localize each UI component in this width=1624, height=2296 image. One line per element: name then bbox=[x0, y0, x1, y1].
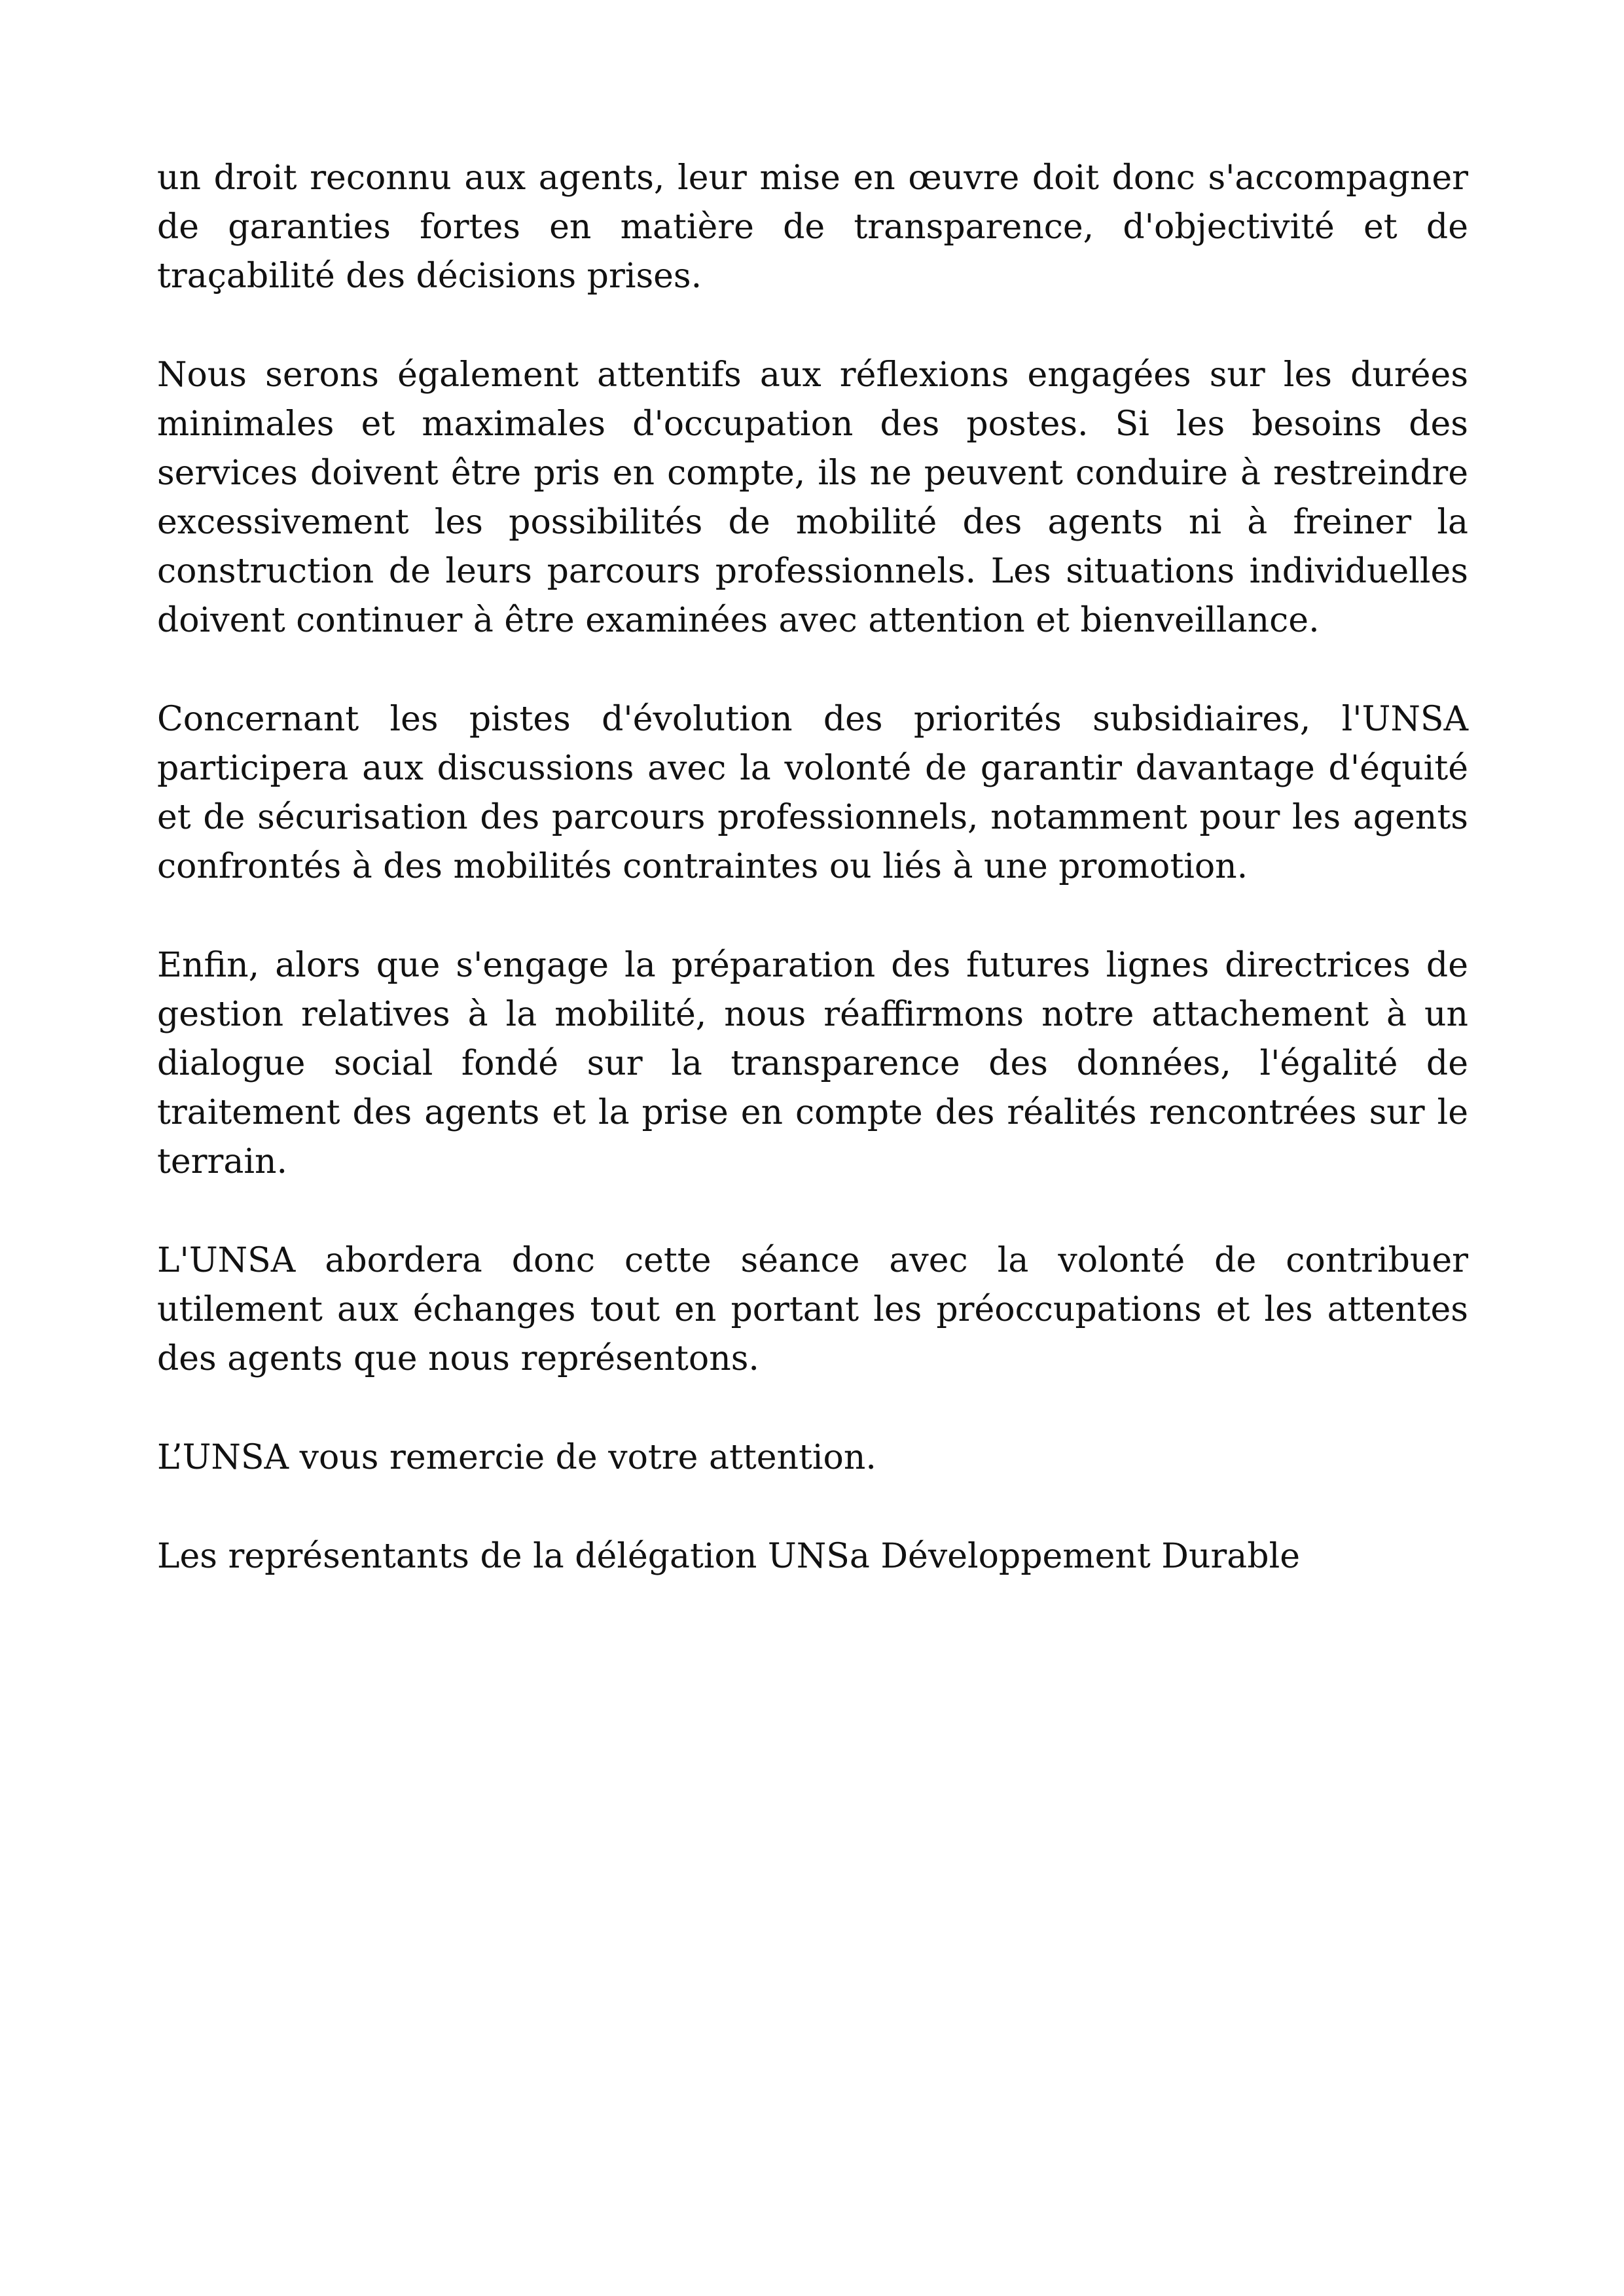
document-body bbox=[157, 154, 1468, 1581]
paragraph-thanks: L’UNSA vous remercie de votre attention. bbox=[157, 1438, 876, 1477]
paragraph-session-approach: L'UNSA abordera donc cette séance avec la volonté de contribuer utilement aux échanges tout en portant les préoccupations et les attentes des agents que nous représentons. bbox=[157, 1241, 1468, 1378]
signature-line: Les représentants de la délégation UNSa Développement Durable bbox=[157, 1537, 1300, 1576]
paragraph-subsidiary-priorities: Concernant les pistes d'évolution des priorités subsidiaires, l'UNSA participera aux discussions avec la volonté de garantir davantage d'équité et de sécurisation des parcours professionnels, notamment pour les agents confrontés à des mobilités contraintes ou liés à une promotion. bbox=[157, 700, 1468, 886]
paragraph-transparency-guarantees: un droit reconnu aux agents, leur mise en œuvre doit donc s'accompagner de garanties fortes en matière de transparence, d'objectivité et de traçabilité des décisions prises. bbox=[157, 158, 1468, 296]
paragraph-management-guidelines: Enfin, alors que s'engage la préparation des futures lignes directrices de gestion relatives à la mobilité, nous réaffirmons notre attachement à un dialogue social fondé sur la transparence des données, l'égalité de traitement des agents et la prise en compte des réalités rencontrées sur le terrain. bbox=[157, 946, 1468, 1181]
paragraph-occupation-durations: Nous serons également attentifs aux réflexions engagées sur les durées minimales et maximales d'occupation des postes. Si les besoins des services doivent être pris en compte, ils ne peuvent conduire à restreindre excessivement les possibilités de mobilité des agents ni à freiner la construction de leurs parcours professionnels. Les situations individuelles doivent continuer à être examinées avec attention et bienveillance. bbox=[157, 355, 1468, 640]
